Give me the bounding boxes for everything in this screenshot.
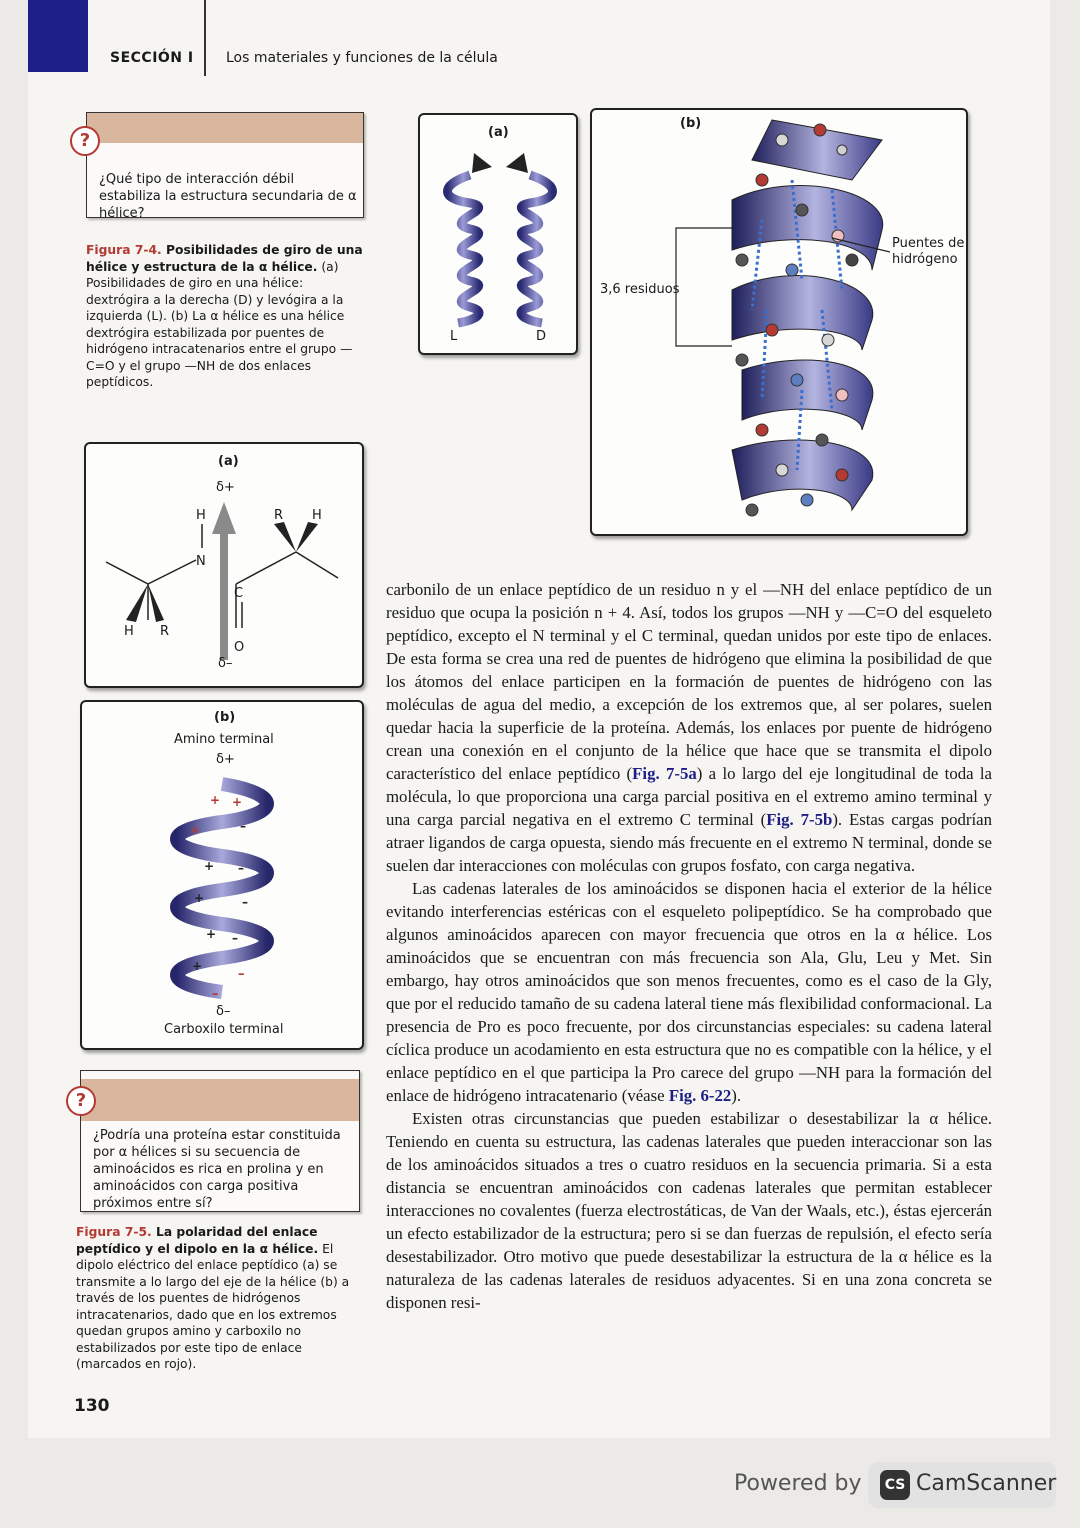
figure-7-4b-panel — [590, 108, 968, 536]
helix-left-label: L — [450, 329, 458, 344]
section-title: Los materiales y funciones de la célula — [226, 50, 498, 66]
figure-7-5-caption-body: El dipolo eléctrico del enlace peptídico (a) se transmite a lo largo del eje de la hélice (b) a través de los puentes de hidrógenos intracatenarios, dado que en los extremos quedan grupos amino y carboxilo no estabilizados por este tipo de enlace (marcados en rojo). — [76, 1241, 350, 1371]
paragraph — [386, 877, 992, 1107]
svg-text:+: + — [190, 823, 201, 837]
panel-label: (a) — [218, 454, 239, 469]
question-2-text: ¿Podría una proteína estar constituida por α hélices si su secuencia de aminoácidos es rica en prolina y en aminoácidos con carga positiva próximos entre sí? — [93, 1128, 341, 1211]
svg-text:–: – — [212, 987, 219, 1002]
figure-7-4-label: Figura 7-4. — [86, 243, 162, 257]
watermark-brand: CamScanner — [916, 1471, 1057, 1496]
figure-reference[interactable]: Fig. 6-22 — [668, 1086, 732, 1105]
figure-7-4a-panel — [418, 113, 578, 355]
residue-bracket — [676, 228, 732, 346]
figure-7-5a-panel — [84, 442, 364, 688]
camscanner-logo-icon: CS — [880, 1470, 910, 1500]
section-label: SECCIÓN I — [110, 50, 194, 66]
hydrogen-bonds-label: Puentes de hidrógeno — [892, 236, 965, 267]
svg-text:–: – — [238, 967, 245, 982]
figure-7-5b-panel — [80, 700, 364, 1050]
figure-7-5-caption — [76, 1224, 360, 1373]
dipole-arrow-head — [212, 502, 236, 534]
header-divider — [204, 0, 206, 76]
residues-label: 3,6 residuos — [600, 282, 680, 297]
figure-reference[interactable]: Fig. 7-5b — [766, 810, 833, 829]
paragraph-text: carbonilo de un enlace peptídico de un residuo n y el —NH del enlace peptídico de un residuo que ocupa la posición n + 4. Así, todos los grupos —NH y —C=O del esqueleto peptídico, excepto el N terminal y el C terminal, quedan unidos por este tipo de enlaces. De esta forma se crea una red de puentes de hidrógeno que elimina la posibilidad de que los átomos del enlace participen en la formación de puentes de hidrógeno con las moléculas de agua del medio, a excepción de los extremos que, al ser polares, suelen quedar hacia la superficie de la proteína. Además, los enlaces por puente de hidrógeno crean una conexión en el conjunto de la hélice que hace que se transmita el dipolo característico del enlace peptídico ( — [386, 580, 992, 783]
svg-text:+: + — [192, 959, 203, 973]
panel-label: (a) — [488, 125, 509, 140]
figure-7-4-caption — [86, 242, 364, 391]
question-icon: ? — [70, 126, 100, 156]
panel-label: (b) — [680, 116, 702, 131]
svg-text:+: + — [210, 793, 221, 807]
paragraph-text: ). — [731, 1086, 742, 1105]
figure-7-4-caption-a: (a) Posibilidades de giro en una hélice: dextrógira a la derecha (D) y levógira a la izquierda (L). — [86, 259, 344, 323]
helix-dipole-diagram — [82, 702, 362, 1048]
figure-7-5-label: Figura 7-5. — [76, 1225, 152, 1239]
alpha-helix-model — [592, 110, 966, 534]
peptide-bond-dipole-diagram — [86, 444, 362, 686]
dipole-arrow-shaft — [220, 530, 228, 660]
figure-7-5-title: La polaridad del enlace peptídico y el dipolo en la α hélice. — [76, 1225, 319, 1256]
section-tab — [28, 0, 88, 72]
page-number: 130 — [74, 1396, 110, 1416]
atom-r-label: R — [274, 508, 284, 523]
helix-ribbon — [732, 120, 883, 510]
svg-text:–: – — [232, 931, 238, 945]
atom-h-label: H — [312, 508, 322, 523]
right-arrow-icon — [506, 153, 528, 173]
delta-minus-label: δ– — [218, 656, 233, 671]
delta-plus-label: δ+ — [216, 480, 235, 495]
atom-h-label: H — [196, 508, 206, 523]
question-band — [87, 113, 363, 143]
svg-text:+: + — [194, 891, 205, 905]
svg-text:+: + — [206, 927, 217, 941]
svg-text:–: – — [242, 895, 248, 909]
delta-minus-label: δ– — [216, 1004, 231, 1019]
paragraph-text: ). Estas cargas podrían atraer ligandos de carga opuesta, siendo más frecuente en el extremo N terminal, donde se suelen dar interacciones con moléculas con grupos fosfato, con carga negativa. — [386, 810, 992, 875]
atom-c-label: C — [234, 586, 244, 601]
paragraph — [386, 578, 992, 877]
left-arrow-icon — [472, 153, 492, 173]
svg-text:+: + — [204, 859, 215, 873]
helix-handedness-diagram — [420, 115, 576, 353]
delta-plus-label: δ+ — [216, 752, 235, 767]
paragraph-text: Las cadenas laterales de los aminoácidos se disponen hacia el exterior de la hélice evitando interferencias estéricas con el esqueleto polipeptídico. Se ha comprobado que algunos aminoácidos aparecen con mayor frecuencia que otros en la α hélice. Los aminoácidos que se encuentran con más frecuencia son Ala, Glu, Leu y Met. Sin embargo, hay otros aminoácidos que son menos frecuentes, como es el caso de la Gly, que por el reducido tamaño de su cadena lateral tiene más flexibilidad conformacional. La presencia de Pro es poco frecuente, por dos circunstancias especiales: su cadena lateral cíclica produce un acodamiento en esta estructura que no es compatible con la hélice, y el enlace peptídico en el que participa la Pro carece del grupo —NH para la formación del enlace de hidrógeno intracatenario (véase — [386, 879, 992, 1105]
watermark-powered-by: Powered by — [734, 1471, 862, 1496]
svg-text:–: – — [240, 819, 246, 833]
left-handed-helix — [448, 175, 480, 323]
main-body-text — [386, 578, 992, 1314]
atom-r-label: R — [160, 624, 170, 639]
question-1-text: ¿Qué tipo de interacción débil estabiliza la estructura secundaria de α hélice? — [99, 172, 357, 221]
atom-o-label: O — [234, 640, 245, 655]
panel-label: (b) — [214, 710, 236, 725]
helix-right-label: D — [536, 329, 547, 344]
figure-7-4-title: Posibilidades de giro de una hélice y estructura de la α hélice. — [86, 243, 363, 274]
question-box-1 — [86, 112, 364, 221]
right-handed-helix — [521, 175, 553, 323]
svg-text:–: – — [238, 861, 244, 875]
svg-text:+: + — [232, 795, 243, 809]
question-icon: ? — [66, 1086, 96, 1116]
atom-h-label: H — [124, 624, 134, 639]
paragraph: Existen otras circunstancias que pueden estabilizar o desestabilizar la α hélice. Teniendo en cuenta su estructura, las cadenas laterales que pueden interaccionar son las de los aminoácidos situados a tres o cuatro residuos en la secuencia primaria. Si a esta distancia se encuentran aminoácidos con cadenas laterales que permitan establecer interacciones no covalentes (fuerza electrostáticas, de Van der Waals, etc.), éstas ejercerán un efecto estabilizador de la estructura; pero si se dan fuerzas de repulsión, el efecto sería desestabilizador. Otro motivo que puede desestabilizar la estructura de la α hélice es la naturaleza de las cadenas laterales de residuos adyacentes. Si en una zona concreta se disponen resi- — [386, 1109, 992, 1312]
atom-n-label: N — [196, 554, 206, 569]
question-box-2 — [80, 1070, 360, 1212]
figure-reference[interactable]: Fig. 7-5a — [632, 764, 697, 783]
question-band — [81, 1079, 359, 1121]
carboxyl-terminal-label: Carboxilo terminal — [164, 1022, 284, 1037]
paragraph-text: ) a lo largo del eje longitudinal de toda la molécula, lo que proporciona una carga parcial positiva en el extremo amino terminal y una carga parcial negativa en el extremo C terminal ( — [386, 764, 992, 829]
amino-terminal-label: Amino terminal — [174, 732, 274, 747]
figure-7-4-caption-b: (b) La α hélice es una hélice dextrógira estabilizada por puentes de hidrógeno intracatenarios entre el grupo —C=O y el grupo —NH de dos enlaces peptídicos. — [86, 309, 353, 389]
